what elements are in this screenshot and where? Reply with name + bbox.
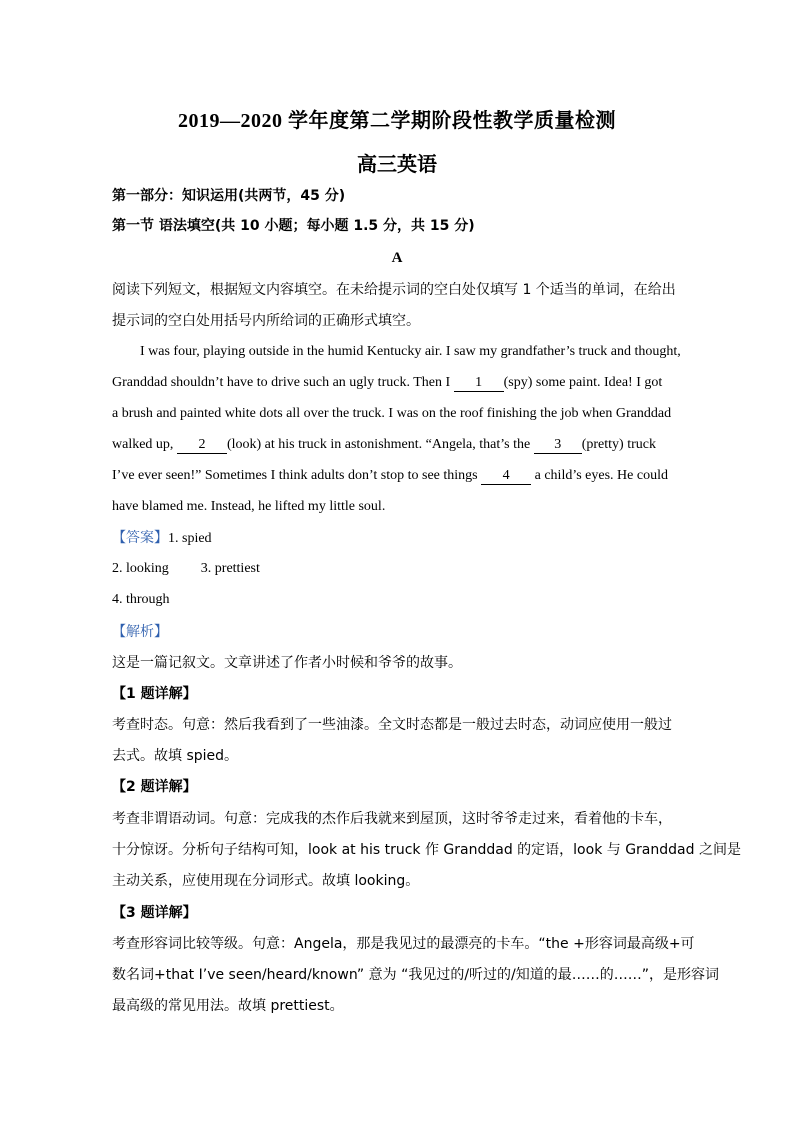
section-heading: 第一节 语法填空(共 10 小题；每小题 1.5 分，共 15 分): [112, 218, 475, 234]
passage-line-6: have blamed me. Instead, he lifted my little soul.: [112, 499, 386, 514]
passage-text: Granddad shouldn’t have to drive such an ugly truck. Then I: [112, 375, 454, 390]
q2-line-1: 考查非谓语动词。句意：完成我的杰作后我就来到屋顶，这时爷爷走过来，看着他的卡车，: [112, 811, 672, 827]
analysis-heading: [112, 622, 692, 643]
answer-tag: 【答案】: [112, 530, 168, 546]
blank-1: 1: [454, 375, 504, 392]
passage-text: (pretty) truck: [581, 437, 656, 452]
answer-line-1: [112, 528, 692, 549]
exam-subtitle: 高三英语: [357, 154, 437, 176]
part-heading: 第一部分：知识运用(共两节，45 分): [112, 188, 346, 204]
blank-4: 4: [481, 468, 531, 485]
passage-line-4: [112, 435, 692, 455]
instruction-line-1: 阅读下列短文，根据短文内容填空。在未给提示词的空白处仅填写 1 个适当的单词，在给出: [112, 282, 676, 298]
analysis-tag: 【解析】: [112, 624, 168, 640]
passage-text: a child’s eyes. He could: [531, 468, 668, 483]
answer-3: 3. prettiest: [200, 561, 260, 576]
passage-text: walked up,: [112, 437, 177, 452]
answer-1: 1. spied: [168, 531, 212, 546]
passage-letter: A: [391, 250, 403, 266]
exam-title: 2019—2020 学年度第二学期阶段性教学质量检测: [178, 110, 616, 132]
blank-2: 2: [177, 437, 227, 454]
passage-line-3: a brush and painted white dots all over the truck. I was on the roof finishing the job when Granddad: [112, 406, 672, 421]
blank-3: 3: [534, 437, 582, 454]
answer-4: 4. through: [112, 592, 170, 607]
q1-line-1: 考查时态。句意：然后我看到了一些油漆。全文时态都是一般过去时态，动词应使用一般过: [112, 717, 672, 733]
q2-line-3: 主动关系，应使用现在分词形式。故填 looking。: [112, 873, 420, 889]
instruction-line-2: 提示词的空白处用括号内所给词的正确形式填空。: [112, 313, 420, 329]
passage-line-2: [112, 373, 692, 393]
q3-line-3: 最高级的常见用法。故填 prettiest。: [112, 998, 344, 1014]
q1-heading: 【1 题详解】: [112, 686, 197, 702]
passage-text: (look) at his truck in astonishment. “Angela, that’s the: [226, 437, 534, 452]
passage-text: I’ve ever seen!” Sometimes I think adults don’t stop to see things: [112, 468, 482, 483]
q3-line-2: 数名词+that I’ve seen/heard/known” 意为 “我见过的/听过的/知道的最……的……”，是形容词: [112, 967, 720, 983]
analysis-summary: 这是一篇记叙文。文章讲述了作者小时候和爷爷的故事。: [112, 655, 462, 671]
answer-line-2: [112, 559, 692, 579]
q3-heading: 【3 题详解】: [112, 905, 197, 921]
passage-line-5: [112, 466, 692, 486]
passage-text: (spy) some paint. Idea! I got: [503, 375, 663, 390]
q1-line-2: 去式。故填 spied。: [112, 748, 239, 764]
q2-line-2: 十分惊讶。分析句子结构可知，look at his truck 作 Granddad 的定语，look 与 Granddad 之间是: [112, 842, 741, 858]
q2-heading: 【2 题详解】: [112, 779, 197, 795]
answer-2: 2. looking: [112, 561, 169, 576]
passage-line-1: I was four, playing outside in the humid Kentucky air. I saw my grandfather’s truck and thought,: [140, 344, 681, 359]
q3-line-1: 考查形容词比较等级。句意：Angela，那是我见过的最漂亮的卡车。“the +形容词最高级+可: [112, 936, 695, 952]
